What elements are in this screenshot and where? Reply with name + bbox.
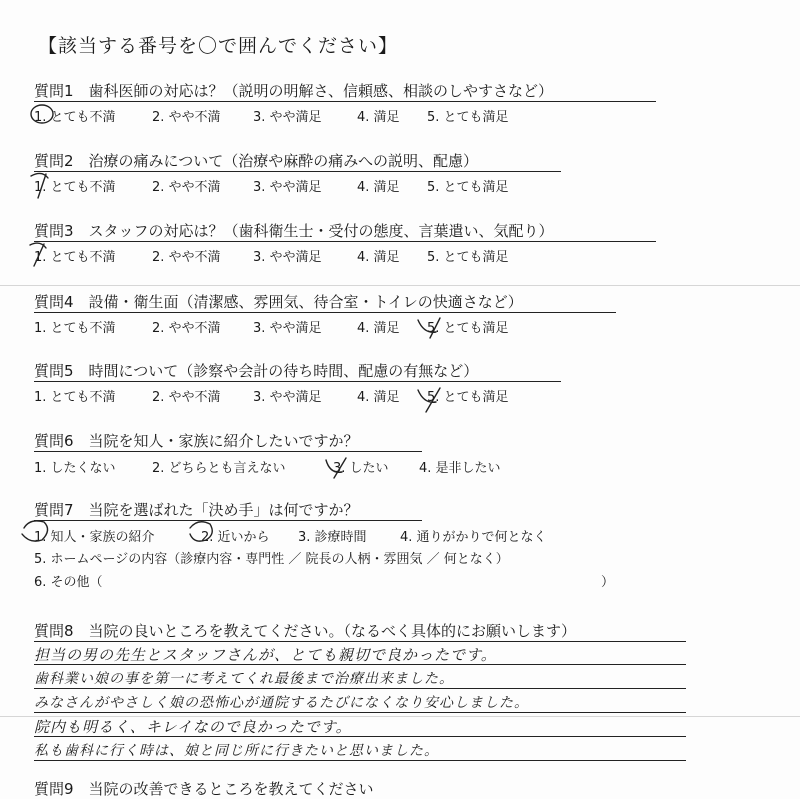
instruction-heading: 【該当する番号を〇で囲んでください】 (38, 35, 399, 57)
option-4[interactable]: 4. 満足 (357, 390, 400, 405)
option-3[interactable]: 3. やや満足 (253, 390, 322, 405)
title-underline (34, 312, 616, 313)
title-underline (34, 101, 656, 102)
answer-ruled-line (34, 712, 686, 713)
title-underline (34, 520, 422, 521)
option-2[interactable]: 2. 近いから (201, 530, 270, 545)
option-5[interactable]: 5. とても満足 (427, 180, 509, 195)
answer-ruled-line (34, 760, 686, 761)
option-4[interactable]: 4. 是非したい (419, 461, 501, 476)
question-title: 質問4 設備・衛生面（清潔感、雰囲気、待合室・トイレの快適さなど） (34, 293, 523, 311)
other-close-paren: ） (601, 575, 615, 590)
option-2[interactable]: 2. どちらとも言えない (152, 461, 286, 476)
option-4[interactable]: 4. 満足 (357, 180, 400, 195)
option-1[interactable]: 1. とても不満 (34, 110, 116, 125)
title-underline (34, 641, 686, 642)
question-title: 質問6 当院を知人・家族に紹介したいですか？ (34, 432, 359, 450)
handwritten-answer-line: 院内も明るく、キレイなので良かったです。 (34, 718, 352, 736)
option-2[interactable]: 2. やや不満 (152, 180, 221, 195)
option-5[interactable]: 5. とても満足 (427, 250, 509, 265)
handwritten-answer-line: みなさんがやさしく娘の恐怖心が通院するたびになくなり安心しました。 (34, 695, 529, 711)
title-underline (34, 171, 561, 172)
option-1[interactable]: 1. とても不満 (34, 321, 116, 336)
handwritten-answer-line: 私も歯科に行く時は、娘と同じ所に行きたいと思いました。 (34, 743, 439, 759)
option-5[interactable]: 5. とても満足 (427, 390, 509, 405)
option-3[interactable]: 3. したい (333, 461, 389, 476)
option-3[interactable]: 3. やや満足 (253, 250, 322, 265)
paper-fold-line (0, 285, 800, 286)
title-underline (34, 381, 561, 382)
option-4[interactable]: 4. 満足 (357, 250, 400, 265)
option-1[interactable]: 1. とても不満 (34, 250, 116, 265)
option-3[interactable]: 3. やや満足 (253, 110, 322, 125)
option-2[interactable]: 2. やや不満 (152, 390, 221, 405)
option-4[interactable]: 4. 通りがかりで何となく (400, 530, 547, 545)
question-title: 質問8 当院の良いところを教えてください。（なるべく具体的にお願いします） (34, 622, 577, 640)
option-3[interactable]: 3. やや満足 (253, 180, 322, 195)
option-2[interactable]: 2. やや不満 (152, 250, 221, 265)
option-1[interactable]: 1. とても不満 (34, 390, 116, 405)
option-1[interactable]: 1. とても不満 (34, 180, 116, 195)
option-6-other[interactable]: 6. その他（ (34, 575, 103, 590)
option-3[interactable]: 3. 診療時間 (298, 530, 367, 545)
option-2[interactable]: 2. やや不満 (152, 321, 221, 336)
option-3[interactable]: 3. やや満足 (253, 321, 322, 336)
question-title: 質問7 当院を選ばれた「決め手」は何ですか？ (34, 501, 359, 519)
option-1[interactable]: 1. 知人・家族の紹介 (34, 530, 155, 545)
option-5[interactable]: 5. ホームページの内容（診療内容・専門性 ／ 院長の人柄・雰囲気 ／ 何となく） (34, 552, 509, 567)
option-4[interactable]: 4. 満足 (357, 110, 400, 125)
title-underline (34, 241, 656, 242)
handwritten-answer-line: 歯科業い娘の事を第一に考えてくれ最後まで治療出来ました。 (34, 671, 454, 687)
handwritten-answer-line: 担当の男の先生とスタッフさんが、とても親切で良かったです。 (34, 646, 497, 664)
question-title: 質問2 治療の痛みについて（治療や麻酔の痛みへの説明、配慮） (34, 152, 478, 170)
option-4[interactable]: 4. 満足 (357, 321, 400, 336)
question-title: 質問5 時間について（診察や会計の待ち時間、配慮の有無など） (34, 362, 479, 380)
question-title: 質問1 歯科医師の対応は？（説明の明解さ、信頼感、相談のしやすさなど） (34, 82, 553, 100)
option-5[interactable]: 5. とても満足 (427, 110, 509, 125)
option-1[interactable]: 1. したくない (34, 461, 116, 476)
title-underline (34, 451, 422, 452)
answer-ruled-line (34, 688, 686, 689)
option-2[interactable]: 2. やや不満 (152, 110, 221, 125)
option-5[interactable]: 5. とても満足 (427, 321, 509, 336)
question-title: 質問3 スタッフの対応は？（歯科衛生士・受付の態度、言葉遣い、気配り） (34, 222, 554, 240)
question-title: 質問9 当院の改善できるところを教えてください (34, 780, 374, 798)
